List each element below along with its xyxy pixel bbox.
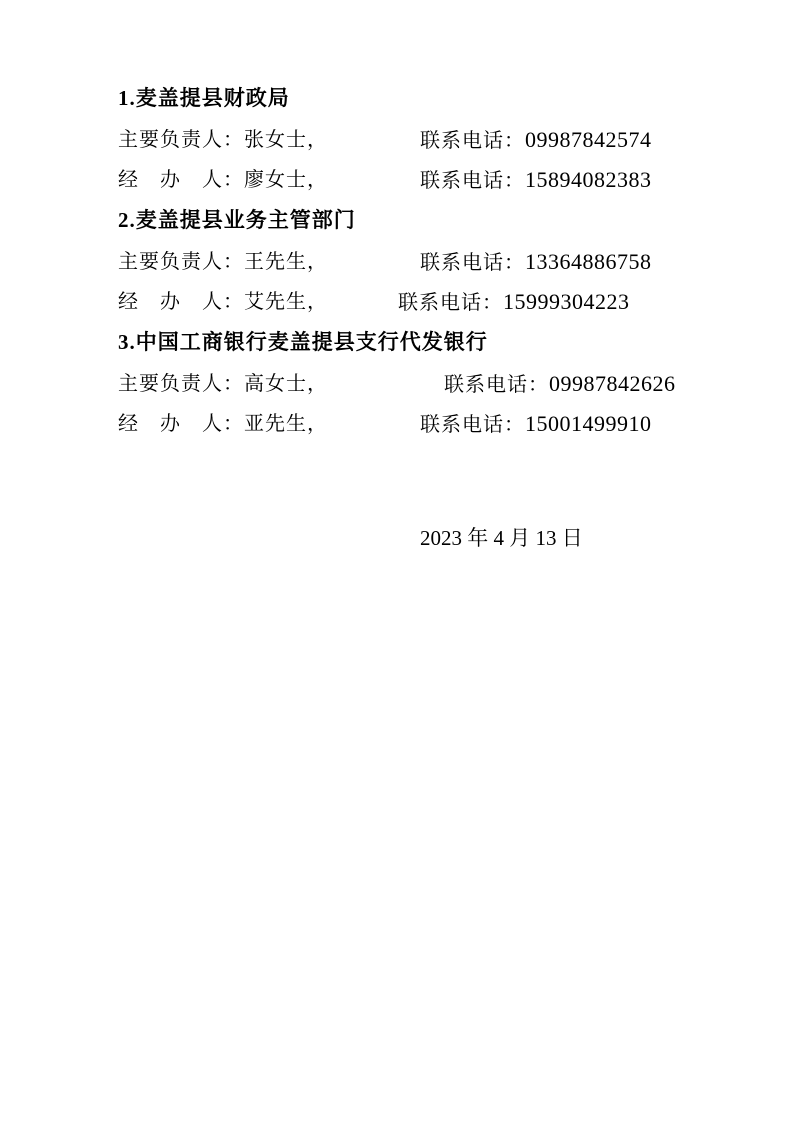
contact-row: [0, 364, 793, 404]
contact-phone: [420, 404, 652, 445]
section-heading: 3.中国工商银行麦盖提县支行代发银行: [118, 330, 488, 354]
section-finance-bureau: [0, 78, 793, 200]
role-label: 经 办 人：: [118, 413, 244, 435]
person-name: 廖女士，: [244, 169, 328, 191]
phone-label: 联系电话：: [420, 252, 525, 274]
contact-row: [0, 160, 793, 200]
phone-number: 09987842626: [549, 371, 676, 396]
contact-row: [0, 282, 793, 322]
role-label: 经 办 人：: [118, 169, 244, 191]
contact-phone: [398, 282, 630, 323]
section-heading: 1.麦盖提县财政局: [118, 86, 290, 110]
phone-number: 09987842574: [525, 127, 652, 152]
contact-phone: [420, 242, 652, 283]
contact-row: [0, 404, 793, 444]
contact-row: [0, 120, 793, 160]
phone-number: 15894082383: [525, 167, 652, 192]
role-label: 主要负责人：: [118, 251, 244, 273]
contact-role-name: [118, 364, 328, 404]
contact-role-name: [118, 282, 328, 322]
phone-number: 15001499910: [525, 411, 652, 436]
date-line: [0, 518, 793, 558]
person-name: 张女士，: [244, 129, 328, 151]
phone-label: 联系电话：: [398, 292, 503, 314]
role-label: 主要负责人：: [118, 373, 244, 395]
phone-label: 联系电话：: [420, 414, 525, 436]
phone-number: 15999304223: [503, 289, 630, 314]
contact-role-name: [118, 120, 328, 160]
role-label: 经 办 人：: [118, 291, 244, 313]
section-bank: [0, 322, 793, 444]
section-heading: 2.麦盖提县业务主管部门: [118, 208, 356, 232]
contact-phone: [444, 364, 676, 405]
contact-role-name: [118, 160, 328, 200]
section-business-department: [0, 200, 793, 322]
document-date: 2023 年 4 月 13 日: [420, 526, 583, 550]
phone-label: 联系电话：: [420, 130, 525, 152]
person-name: 王先生，: [244, 251, 328, 273]
contact-phone: [420, 160, 652, 201]
person-name: 高女士，: [244, 373, 328, 395]
person-name: 亚先生，: [244, 413, 328, 435]
contact-row: [0, 242, 793, 282]
contact-role-name: [118, 242, 328, 282]
phone-label: 联系电话：: [444, 374, 549, 396]
role-label: 主要负责人：: [118, 129, 244, 151]
phone-label: 联系电话：: [420, 170, 525, 192]
person-name: 艾先生，: [244, 291, 328, 313]
phone-number: 13364886758: [525, 249, 652, 274]
contact-phone: [420, 120, 652, 161]
contact-role-name: [118, 404, 328, 444]
